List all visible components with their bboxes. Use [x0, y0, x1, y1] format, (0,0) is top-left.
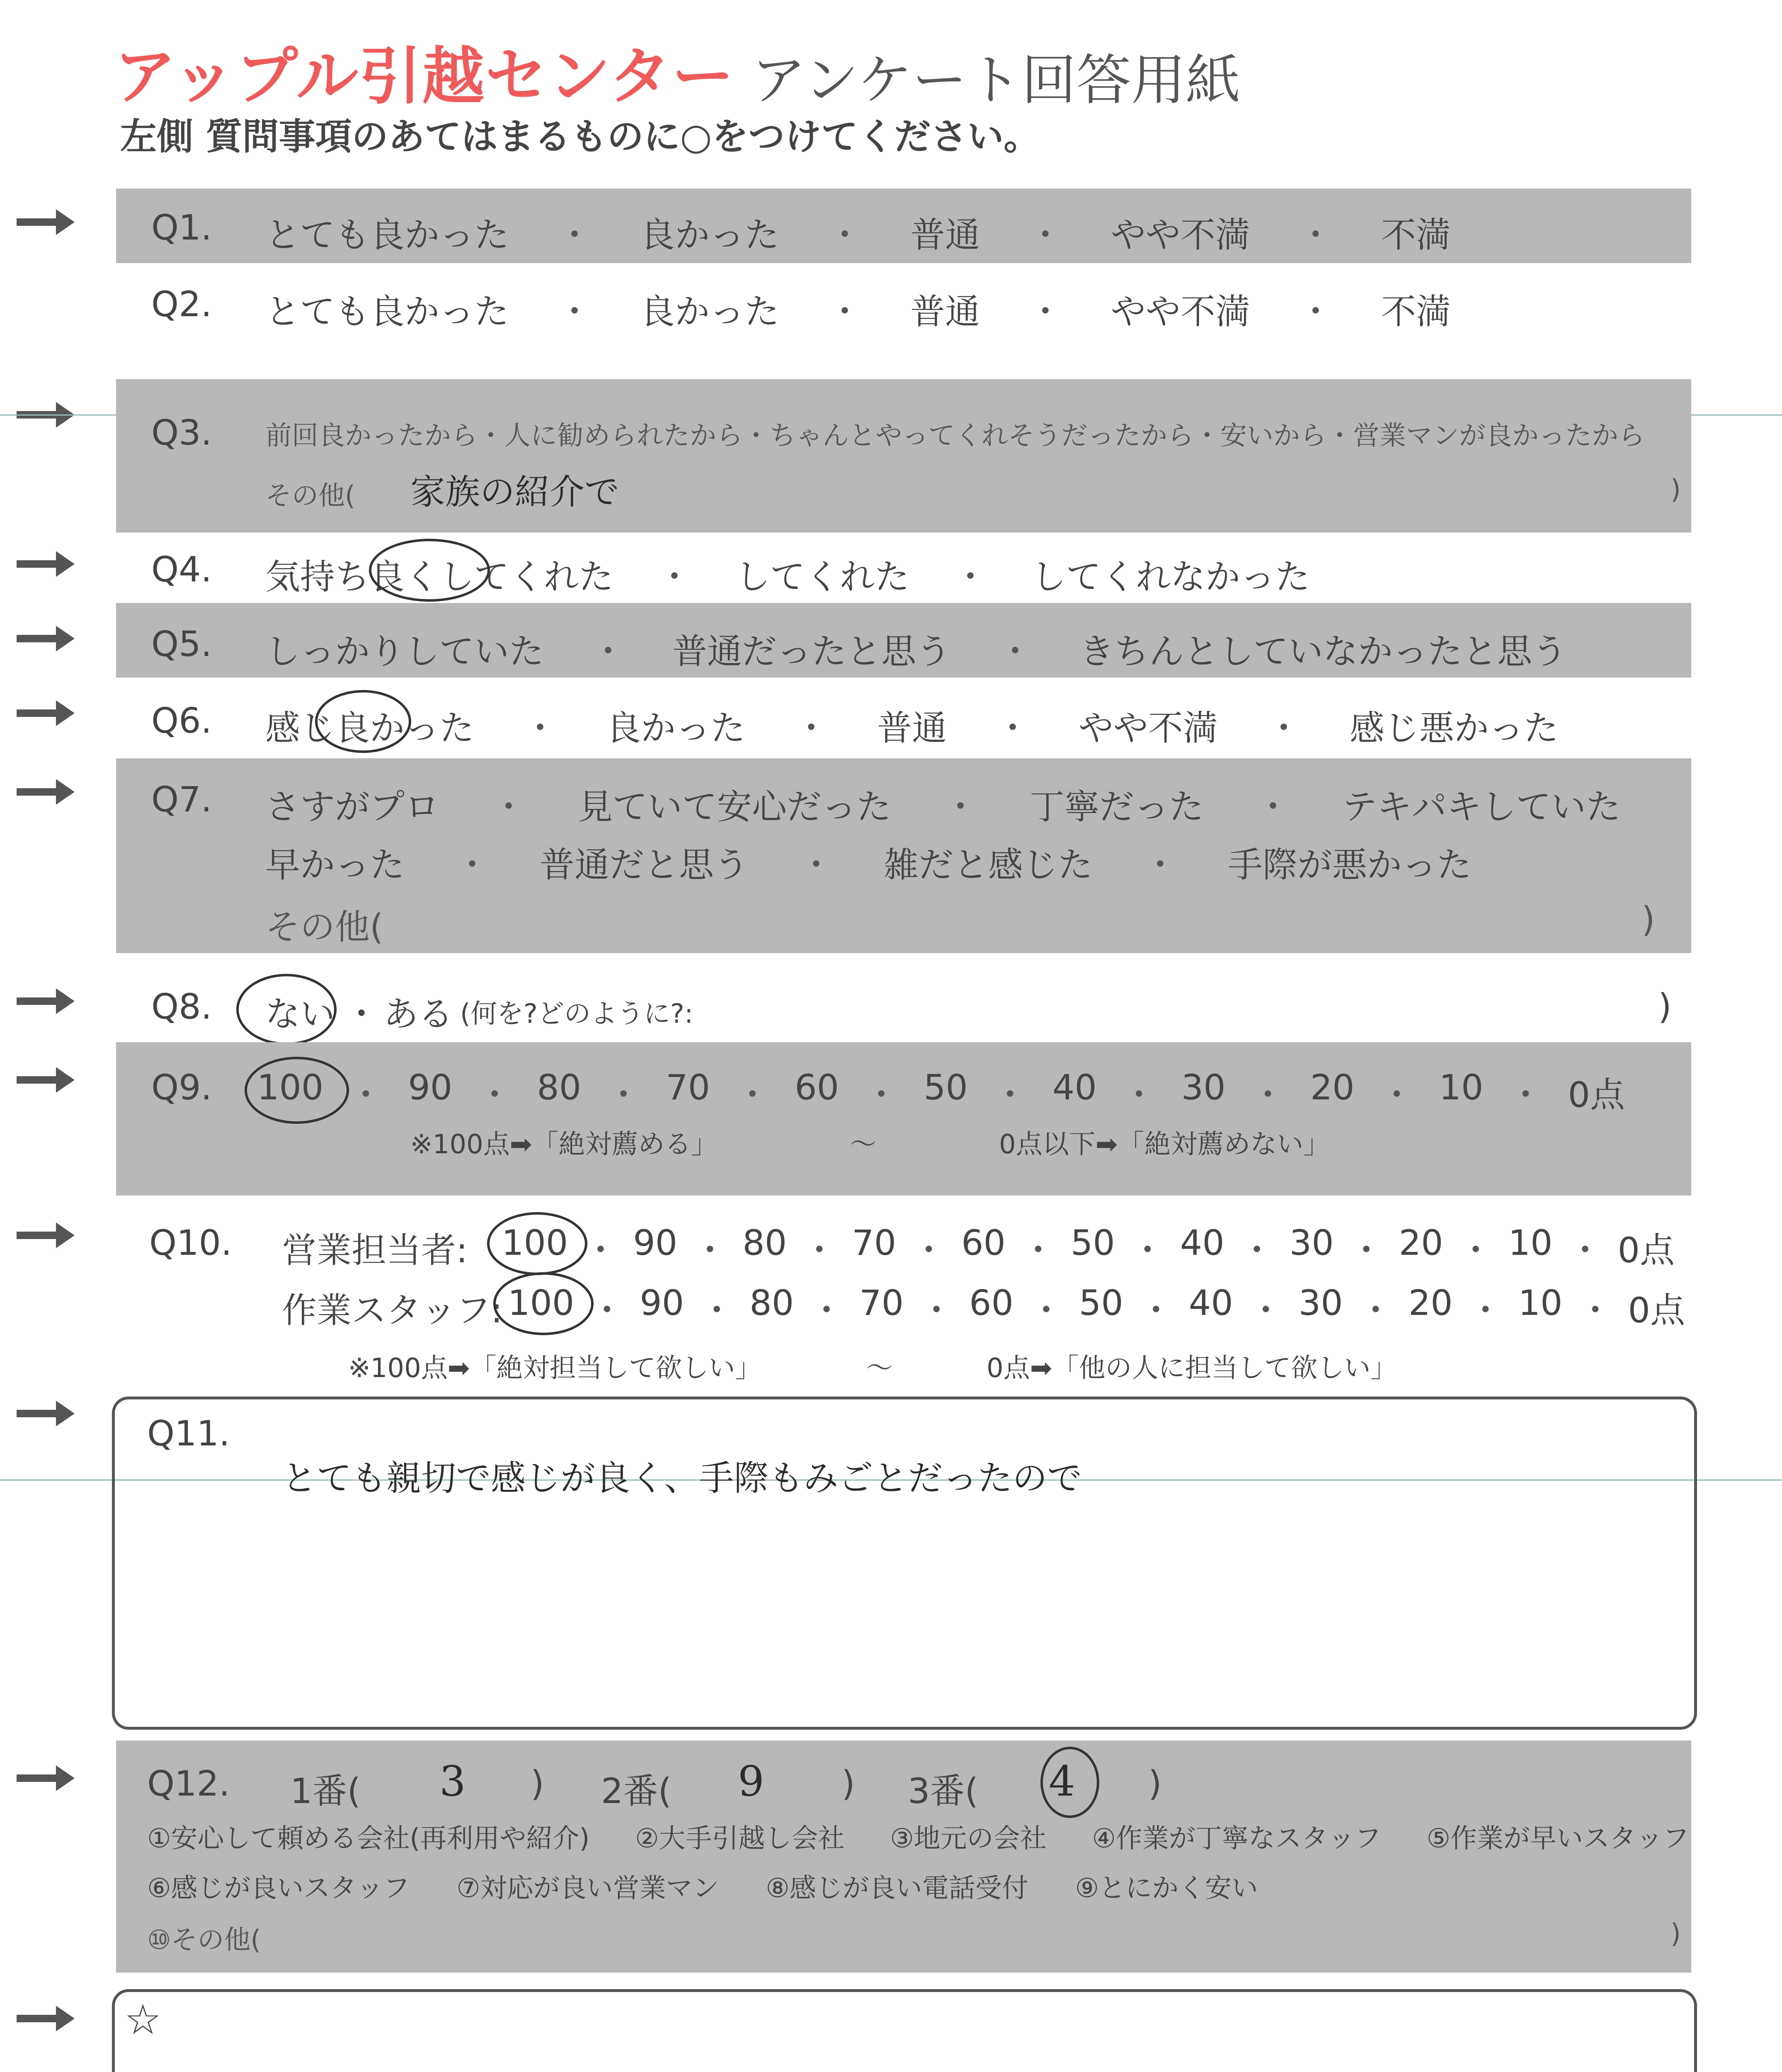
separator-dot: ・	[1358, 1290, 1393, 1331]
arrow-icon	[17, 2006, 75, 2031]
q10-sales-score[interactable]: 80	[742, 1222, 787, 1263]
q7-options-row1	[265, 779, 1621, 829]
q9-score[interactable]: 80	[537, 1067, 582, 1108]
q5-option[interactable]: きちんとしていなかったと思う	[1079, 631, 1567, 672]
q6-option[interactable]: 感じ良かった	[265, 708, 475, 748]
q11-label: Q11.	[147, 1413, 230, 1454]
q10-sales-score[interactable]: 10	[1508, 1222, 1553, 1263]
separator-dot: ・	[1568, 1230, 1603, 1271]
separator-dot: ・	[827, 215, 862, 255]
separator-dot: ・	[1578, 1290, 1613, 1331]
q10-staff-score[interactable]: 10	[1518, 1283, 1563, 1323]
separator-dot: ・	[1266, 708, 1301, 748]
arrow-icon	[17, 1067, 75, 1092]
q10-staff-score[interactable]: 70	[859, 1283, 904, 1323]
q10-sales-score[interactable]: 0点	[1617, 1230, 1675, 1271]
q10-note-mid: 〜	[866, 1353, 893, 1384]
q9-score[interactable]: 70	[666, 1067, 710, 1108]
q9-band	[116, 1042, 1691, 1196]
q9-score[interactable]: 20	[1310, 1067, 1355, 1108]
q12-rank3-close: )	[1148, 1763, 1162, 1804]
q2-option[interactable]: 良かった	[640, 291, 779, 332]
answer-circle	[236, 974, 337, 1045]
q10-staff-score[interactable]: 60	[969, 1283, 1013, 1323]
q12-rank2-close: )	[841, 1763, 855, 1804]
q7-options-row2	[265, 837, 1472, 887]
arrow-icon	[17, 551, 75, 576]
q12-rank2-label: 2番(	[601, 1771, 672, 1811]
q4-option[interactable]: してくれなかった	[1031, 557, 1310, 597]
q2-option[interactable]: 不満	[1381, 291, 1451, 332]
q10-sales-score[interactable]: 40	[1180, 1222, 1224, 1263]
q10-staff-score[interactable]: 100	[508, 1283, 575, 1323]
separator-dot: ・	[1130, 1230, 1165, 1271]
q12-rank1-answer[interactable]: 3	[439, 1757, 466, 1806]
separator-dot: ・	[557, 215, 592, 255]
q10-sales-score[interactable]: 90	[633, 1222, 678, 1263]
q8-label: Q8.	[151, 986, 212, 1027]
q1-option[interactable]: やや不満	[1110, 215, 1250, 255]
separator-dot: ・	[997, 631, 1033, 672]
q12-option[interactable]: ⑧感じが良い電話受付	[766, 1873, 1028, 1904]
arrow-icon	[17, 209, 75, 234]
q10-sales-score[interactable]: 20	[1399, 1222, 1443, 1263]
q7-other-label: その他(	[265, 907, 383, 947]
q10-staff-score[interactable]: 40	[1188, 1283, 1233, 1323]
q9-score[interactable]: 30	[1181, 1067, 1226, 1108]
q9-score[interactable]: 100	[257, 1067, 324, 1108]
arrow-icon	[17, 700, 75, 725]
q8-prompt: (何を?どのように?:	[460, 999, 693, 1029]
q6-option[interactable]: 良かった	[606, 708, 745, 748]
separator-dot: ・	[802, 1230, 837, 1271]
separator-dot: ・	[557, 291, 592, 332]
arrow-icon	[17, 1765, 75, 1790]
separator-dot: ・	[798, 845, 834, 885]
q12-option[interactable]: ⑤作業が早いスタッフ	[1426, 1823, 1689, 1854]
arrow-icon	[17, 988, 75, 1013]
q10-note-left: ※100点➡「絶対担当して欲しい」	[348, 1353, 762, 1384]
q10-note-right: 0点➡「他の人に担当して欲しい」	[987, 1353, 1397, 1384]
q12-option[interactable]: ③地元の会社	[890, 1823, 1047, 1854]
q12-option[interactable]: ④作業が丁寧なスタッフ	[1092, 1823, 1381, 1854]
q7-option[interactable]: 雑だと感じた	[883, 845, 1093, 885]
star-icon: ☆	[124, 1995, 162, 2044]
q6-label: Q6.	[151, 700, 212, 741]
q3-handwritten-answer: 家族の紹介で	[410, 472, 620, 512]
separator-dot: ・	[1298, 291, 1333, 332]
q7-option[interactable]: 手際が悪かった	[1227, 845, 1472, 885]
q6-option[interactable]: 普通	[877, 708, 947, 748]
arrow-icon	[17, 1401, 75, 1426]
separator-dot: ・	[911, 1230, 946, 1271]
separator-dot: ・	[1121, 1075, 1156, 1115]
separator-dot: ・	[1468, 1290, 1503, 1331]
separator-dot: ・	[992, 1075, 1028, 1115]
brand-title: アップル引越センター	[114, 41, 735, 113]
q4-label: Q4.	[151, 549, 212, 590]
q2-option[interactable]: とても良かった	[265, 291, 509, 332]
answer-circle	[245, 1057, 349, 1124]
q9-score[interactable]: 0点	[1568, 1075, 1625, 1115]
separator-dot: ・	[995, 708, 1030, 748]
separator-dot: ・	[1021, 1230, 1056, 1271]
q1-option[interactable]: 良かった	[640, 215, 779, 255]
q2-option[interactable]: 普通	[910, 291, 980, 332]
q10-staff-score[interactable]: 30	[1298, 1283, 1343, 1323]
separator-dot: ・	[1138, 1290, 1173, 1331]
free-comment-box[interactable]	[112, 1989, 1697, 2072]
q6-option[interactable]: やや不満	[1078, 708, 1218, 748]
q12-rank2-answer[interactable]: 9	[738, 1757, 764, 1806]
separator-dot: ・	[1142, 845, 1178, 885]
q12-option[interactable]: ⑨とにかく安い	[1075, 1873, 1258, 1904]
q7-option[interactable]: さすがプロ	[265, 787, 440, 827]
separator-dot: ・	[606, 1075, 641, 1115]
q5-options	[265, 624, 1567, 674]
separator-dot: ・	[1349, 1230, 1384, 1271]
q1-option[interactable]: 不満	[1381, 215, 1451, 255]
separator-dot: ・	[1239, 1230, 1275, 1271]
q10-staff-score[interactable]: 80	[749, 1283, 794, 1323]
q3-other-label: その他(	[265, 481, 355, 511]
q10-label: Q10.	[149, 1222, 232, 1263]
q12-options-row1	[147, 1817, 1689, 1855]
q3-close-paren: )	[1670, 474, 1681, 505]
answer-circle	[315, 690, 411, 753]
q2-options	[265, 284, 1451, 334]
separator-dot: ・	[809, 1290, 844, 1331]
separator-dot: ・	[1379, 1075, 1414, 1115]
q6-option[interactable]: 感じ悪かった	[1349, 708, 1559, 748]
q9-score[interactable]: 60	[795, 1067, 839, 1108]
q8-close-paren: )	[1658, 986, 1672, 1027]
q9-score[interactable]: 10	[1439, 1067, 1484, 1108]
answer-circle	[487, 1212, 587, 1275]
arrow-icon	[17, 1222, 75, 1247]
q9-score[interactable]: 90	[408, 1067, 453, 1108]
q12-rank3-label: 3番(	[908, 1771, 979, 1811]
q1-option[interactable]: 普通	[910, 215, 980, 255]
separator-dot: ・	[692, 1230, 727, 1271]
separator-dot: ・	[344, 994, 379, 1034]
separator-dot: ・	[583, 1230, 618, 1271]
q9-score[interactable]: 40	[1052, 1067, 1097, 1108]
q7-label: Q7.	[151, 779, 212, 820]
q5-option[interactable]: しっかりしていた	[265, 631, 544, 672]
separator-dot: ・	[454, 845, 490, 885]
q10-staff-score[interactable]: 20	[1408, 1283, 1453, 1323]
q3-options-line[interactable]: 前回良かったから・人に勧められたから・ちゃんとやってくれそうだったから・安いから・営業マンが良かったから	[265, 421, 1645, 451]
separator-dot: ・	[1250, 1075, 1285, 1115]
separator-dot: ・	[1255, 787, 1290, 827]
q12-option[interactable]: ①安心して頼める会社(再利用や紹介)	[147, 1823, 590, 1854]
q1-label: Q1.	[151, 207, 212, 248]
q2-option[interactable]: やや不満	[1110, 291, 1250, 332]
q9-note-right: 0点以下➡「絶対薦めない」	[999, 1129, 1330, 1160]
q10-staff-score[interactable]: 90	[640, 1283, 684, 1323]
q4-option[interactable]: 気持ち良くしてくれた	[265, 557, 614, 597]
separator-dot: ・	[735, 1075, 770, 1115]
q9-scores	[257, 1067, 1625, 1117]
q10-sales-score[interactable]: 100	[502, 1222, 568, 1263]
separator-dot: ・	[1458, 1230, 1493, 1271]
answer-circle	[493, 1272, 594, 1335]
q10-sales-score[interactable]: 70	[852, 1222, 897, 1263]
separator-dot: ・	[943, 787, 978, 827]
q7-option[interactable]: 見ていて安心だった	[577, 787, 891, 827]
separator-dot: ・	[522, 708, 558, 748]
q7-option[interactable]: 早かった	[265, 845, 405, 885]
q9-label: Q9.	[151, 1067, 212, 1108]
q8-option-yes[interactable]: ある	[383, 994, 453, 1034]
q7-option[interactable]: テキパキしていた	[1342, 787, 1621, 827]
q5-label: Q5.	[151, 624, 212, 664]
separator-dot: ・	[793, 708, 829, 748]
q9-score[interactable]: 50	[923, 1067, 968, 1108]
separator-dot: ・	[863, 1075, 899, 1115]
q11-comment-box[interactable]	[112, 1397, 1697, 1730]
q10-staff-label: 作業スタッフ:	[282, 1290, 503, 1331]
q2-label: Q2.	[151, 284, 212, 324]
q10-sales-scores	[502, 1222, 1675, 1273]
separator-dot: ・	[919, 1290, 954, 1331]
separator-dot: ・	[1028, 291, 1063, 332]
q6-options	[265, 700, 1559, 750]
q7-option[interactable]: 普通だと思う	[539, 845, 749, 885]
answer-circle	[1040, 1747, 1099, 1818]
q12-option[interactable]: ②大手引越し会社	[635, 1823, 845, 1854]
arrow-icon	[17, 779, 75, 804]
separator-dot: ・	[1028, 215, 1063, 255]
separator-dot: ・	[1508, 1075, 1543, 1115]
q7-option[interactable]: 丁寧だった	[1029, 787, 1204, 827]
q12-rank1-label: 1番(	[290, 1771, 361, 1811]
q4-option[interactable]: してくれた	[735, 557, 909, 597]
q10-staff-score[interactable]: 50	[1079, 1283, 1123, 1323]
separator-dot: ・	[590, 631, 626, 672]
separator-dot: ・	[1248, 1290, 1283, 1331]
separator-dot: ・	[491, 787, 526, 827]
q1-options	[265, 207, 1451, 257]
q8-option-no[interactable]: ない	[265, 994, 335, 1034]
q12-other-label: ⑩その他(	[147, 1925, 261, 1956]
instruction-text: 左側 質問事項のあてはまるものに○をつけてください。	[120, 115, 1040, 158]
separator-dot: ・	[1298, 215, 1333, 255]
separator-dot: ・	[657, 557, 692, 597]
separator-dot: ・	[1028, 1290, 1064, 1331]
header	[114, 25, 1241, 113]
q1-option[interactable]: とても良かった	[265, 215, 509, 255]
q12-label: Q12.	[147, 1763, 230, 1804]
q12-option[interactable]: ⑥感じが良いスタッフ	[147, 1873, 410, 1904]
separator-dot: ・	[953, 557, 988, 597]
q9-note-mid: 〜	[850, 1129, 876, 1160]
arrow-icon	[17, 626, 75, 651]
q5-option[interactable]: 普通だったと思う	[672, 631, 951, 672]
separator-dot: ・	[477, 1075, 512, 1115]
q10-staff-scores	[508, 1283, 1685, 1333]
q7-close-paren: )	[1641, 899, 1655, 940]
q11-handwritten-answer: とても親切で感じが良く、手際もみごとだったので	[282, 1458, 1082, 1498]
q10-staff-score[interactable]: 0点	[1628, 1290, 1685, 1331]
q10-sales-label: 営業担当者:	[282, 1230, 468, 1271]
answer-circle	[369, 539, 490, 602]
q12-rank1-close: )	[531, 1763, 544, 1804]
q10-sales-score[interactable]: 30	[1289, 1222, 1334, 1263]
q10-sales-score[interactable]: 50	[1070, 1222, 1115, 1263]
q12-rank3-answer[interactable]: 4	[1049, 1757, 1075, 1806]
separator-dot: ・	[348, 1075, 383, 1115]
q9-note-left: ※100点➡「絶対薦める」	[410, 1129, 718, 1160]
q10-sales-score[interactable]: 60	[961, 1222, 1006, 1263]
separator-dot: ・	[699, 1290, 735, 1331]
separator-dot: ・	[589, 1290, 625, 1331]
q12-options-row2	[147, 1867, 1258, 1905]
separator-dot: ・	[827, 291, 862, 332]
q12-close-paren: )	[1670, 1919, 1681, 1949]
q3-label: Q3.	[151, 412, 212, 453]
form-subtitle: アンケート回答用紙	[751, 48, 1241, 112]
q12-option[interactable]: ⑦対応が良い営業マン	[456, 1873, 719, 1904]
